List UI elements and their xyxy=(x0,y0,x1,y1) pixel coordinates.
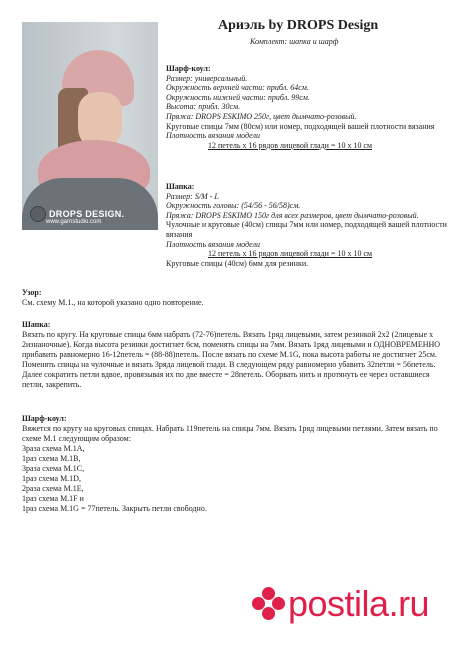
flower-logo-icon xyxy=(252,587,286,621)
watermark-text: postila.ru xyxy=(288,583,430,624)
brand-name: DROPS DESIGN. xyxy=(49,209,125,219)
scarf-info-heading: Шарф-коул: xyxy=(166,64,211,73)
yarn-ball-icon xyxy=(30,206,46,222)
hat-size: Размер: S/M - L xyxy=(166,191,219,201)
scarf-needles: Круговые спицы 7мм (80см) или номер, подходящей вашей плотности вязания xyxy=(166,121,435,131)
scarf-section xyxy=(22,414,442,514)
scarf-size: Размер: универсальный. xyxy=(166,73,248,83)
scarf-yarn: Пряжа: DROPS ESKIMO 250г, цвет дымчато-розовый. xyxy=(166,111,357,121)
brand-site: www.garnstudio.com xyxy=(46,219,102,225)
scarf-step: 3раза схема М.1А, xyxy=(22,444,85,453)
scarf-top-circumference: Окружность верхней части: прибл. 64см. xyxy=(166,83,309,93)
scarf-gauge: 12 петель х 16 рядов лицевой глади = 10 х 10 см xyxy=(208,140,373,150)
pattern-section xyxy=(22,288,442,308)
hat-heading: Шапка: xyxy=(22,320,51,329)
product-photo xyxy=(22,22,158,230)
scarf-step: 1раз схема М.1G = 77петель. Закрыть петли свободно. xyxy=(22,504,207,513)
scarf-bottom-circumference: Окружность нижней части: прибл. 99см. xyxy=(166,92,310,102)
hat-info xyxy=(166,182,452,268)
scarf-step: 3раза схема М.1С, xyxy=(22,464,85,473)
scarf-info xyxy=(166,64,452,150)
hat-gauge: 12 петель х 16 рядов лицевой глади = 10 х 10 см xyxy=(208,249,373,259)
pattern-heading: Узор: xyxy=(22,288,42,297)
scarf-step: 2раза схема М.1Е, xyxy=(22,484,84,493)
pattern-text: См. схему М.1., на которой указано одно повторение. xyxy=(22,298,204,307)
scarf-intro: Вяжется по кругу на круговых спицах. Набрать 119петель на спицы 7мм. Вязать 1ряд лицевыми петлями. Затем вязать по схеме М.1 следующим образом: xyxy=(22,424,438,443)
hat-info-heading: Шапка: xyxy=(166,182,195,191)
hat-gauge-label: Плотность вязания модели xyxy=(166,239,260,249)
hat-head-circumference: Окружность головы: (54/56 - 56/58)см. xyxy=(166,201,301,211)
hat-text: Вязать по кругу. На круговые спицы 6мм набрать (72-76)петель. Вязать 1ряд лицевыми, затем резинкой 2х2 (2лицевые х 2изнаночные). Когда высота резинки достигнет 6см, поменять спицы на 7мм. Вязать 1ряд лицевыми и ОДНОВРЕМЕННО прибавить равномерно 16-12петель = (88-88)петель. После вязать по схеме М.1G, пока высота работы не достигнет 25см. Поменять спицы на чулочные и вязать 3ряда лицевой глади. В следующем ряду равномерно убавить 32петли = 56петель. Далее сократить петли вдвое, провязывая их по две вместе = 28петель. Оборвать нить и протянуть ее через оставшиеся петли, закрепить. xyxy=(22,330,441,389)
scarf-step: 1раз схема М.1В, xyxy=(22,454,81,463)
postila-watermark xyxy=(252,583,430,624)
scarf-heading: Шарф-коул: xyxy=(22,414,67,423)
hat-needles: Чулочные и круговые (40см) спицы 7мм или номер, подходящей вашей плотности вязания xyxy=(166,220,447,239)
hat-section xyxy=(22,320,442,390)
page-subtitle: Комплект: шапка и шарф xyxy=(250,37,339,46)
scarf-step: 1раз схема М.1F и xyxy=(22,494,84,503)
scarf-gauge-label: Плотность вязания модели xyxy=(166,131,260,141)
page-title: Ариэль by DROPS Design xyxy=(218,18,379,33)
scarf-height: Высота: прибл. 30см. xyxy=(166,102,241,112)
hat-rib-needles: Круговые спицы (40см) 6мм для резинки. xyxy=(166,258,309,268)
scarf-step: 1раз схема М.1D, xyxy=(22,474,81,483)
hat-yarn: Пряжа: DROPS ESKIMO 150г для всех размеров, цвет дымчато-розовый. xyxy=(166,210,419,220)
